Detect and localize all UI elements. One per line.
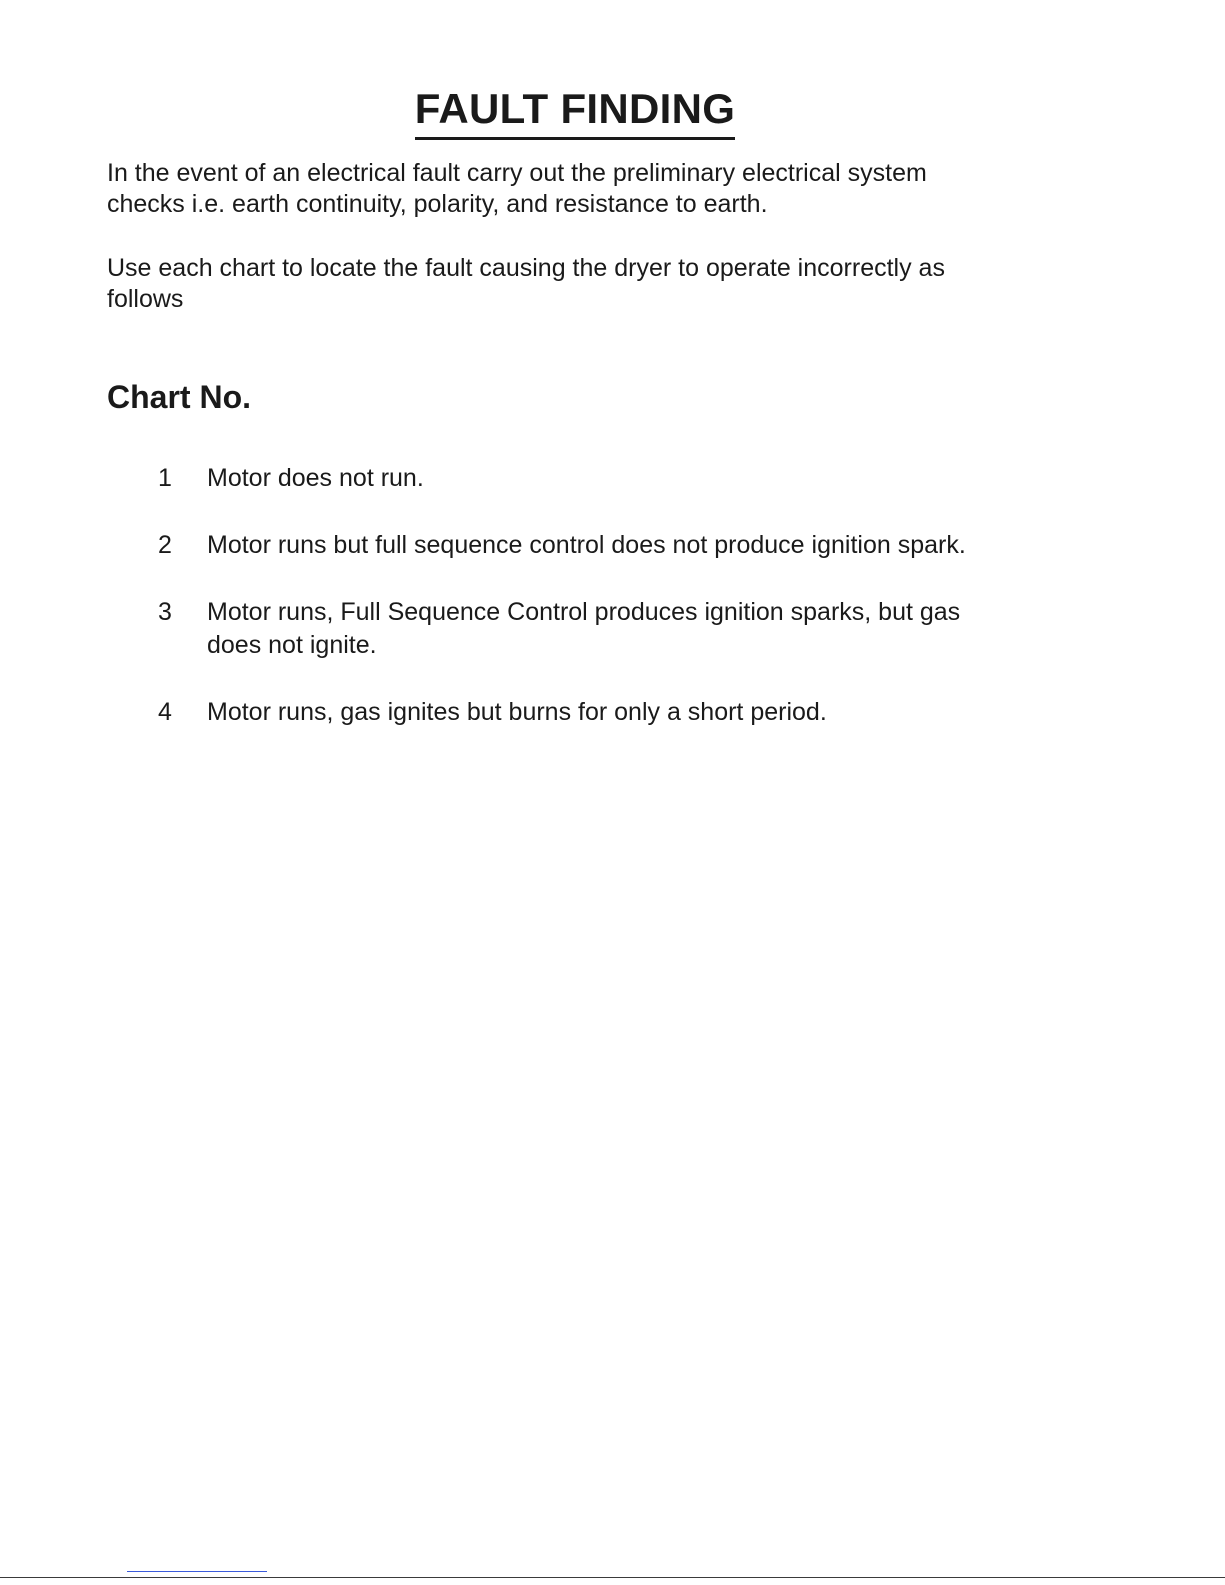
chart-item-1 [0, 462, 1225, 529]
chart-description: Motor does not run. [207, 464, 424, 492]
chart-item-2 [0, 529, 1225, 596]
page-title-text: FAULT FINDING [415, 82, 735, 140]
chart-number: 3 [158, 598, 172, 626]
chart-number: 1 [158, 464, 172, 492]
intro-paragraph-2: Use each chart to locate the fault causing the dryer to operate incorrectly as follows [107, 254, 945, 313]
chart-list-heading: Chart No. [107, 379, 251, 415]
chart-description: Motor runs, Full Sequence Control produces ignition sparks, but gas does not ignite. [207, 598, 961, 659]
page-title [0, 82, 1150, 140]
chart-list [0, 462, 1225, 736]
intro-paragraph-1: In the event of an electrical fault carry out the preliminary electrical system checks i.e. earth continuity, polarity, and resistance to earth. [107, 159, 927, 218]
chart-description: Motor runs but full sequence control does not produce ignition spark. [207, 531, 966, 559]
chart-number: 2 [158, 531, 172, 559]
chart-item-3 [0, 596, 1225, 696]
chart-number: 4 [158, 698, 172, 726]
chart-item-4 [0, 696, 1225, 736]
chart-description: Motor runs, gas ignites but burns for only a short period. [207, 698, 827, 726]
footer-divider [0, 1577, 1225, 1578]
footer-link-mark [127, 1571, 267, 1572]
